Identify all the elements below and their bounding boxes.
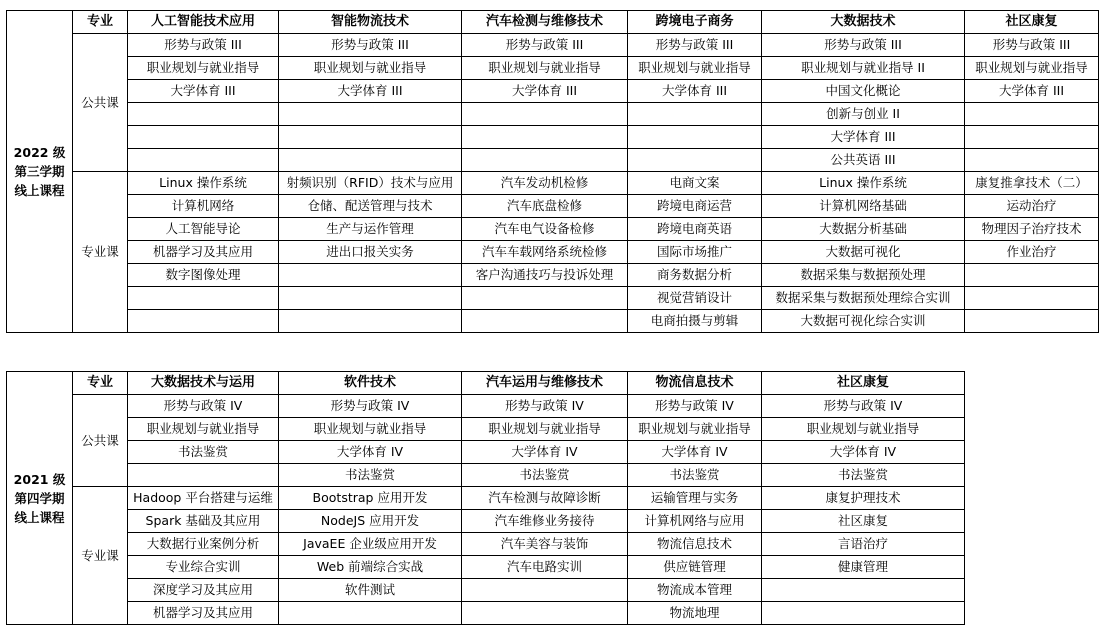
course-cell: 形势与政策 IV	[128, 395, 279, 418]
course-cell: 大学体育 IV	[279, 441, 462, 464]
course-cell	[462, 310, 628, 333]
course-cell: 生产与运作管理	[279, 218, 462, 241]
course-cell: 运输管理与实务	[628, 487, 762, 510]
table-row	[7, 57, 1099, 80]
course-cell: 职业规划与就业指导	[762, 418, 965, 441]
header-major-label: 专业	[73, 11, 128, 34]
course-cell: 供应链管理	[628, 556, 762, 579]
course-cell: 大学体育 III	[462, 80, 628, 103]
course-cell: 职业规划与就业指导	[965, 57, 1099, 80]
course-cell: 公共英语 III	[762, 149, 965, 172]
course-cell: Linux 操作系统	[128, 172, 279, 195]
course-cell: 职业规划与就业指导	[279, 57, 462, 80]
course-cell: Linux 操作系统	[762, 172, 965, 195]
table-row	[7, 441, 965, 464]
course-cell: 物理因子治疗技术	[965, 218, 1099, 241]
table-row	[7, 264, 1099, 287]
course-cell	[628, 103, 762, 126]
header-major-label: 专业	[73, 372, 128, 395]
course-cell: 大学体育 III	[128, 80, 279, 103]
major-header: 跨境电子商务	[628, 11, 762, 34]
table-row	[7, 533, 965, 556]
course-cell: 汽车发动机检修	[462, 172, 628, 195]
course-cell: 射频识别（RFID）技术与应用	[279, 172, 462, 195]
major-header: 社区康复	[965, 11, 1099, 34]
header-row	[7, 372, 965, 395]
course-cell: 物流地理	[628, 602, 762, 625]
course-cell: 中国文化概论	[762, 80, 965, 103]
table-row	[7, 241, 1099, 264]
course-cell	[965, 149, 1099, 172]
major-course-label: 专业课	[73, 487, 128, 625]
course-cell: 汽车检测与故障诊断	[462, 487, 628, 510]
grade-line: 线上课程	[14, 509, 65, 525]
course-cell: 运动治疗	[965, 195, 1099, 218]
major-header: 汽车检测与维修技术	[462, 11, 628, 34]
course-cell: 电商文案	[628, 172, 762, 195]
major-header: 物流信息技术	[628, 372, 762, 395]
course-cell: 职业规划与就业指导	[628, 418, 762, 441]
course-cell	[128, 464, 279, 487]
table-row	[7, 556, 965, 579]
course-cell: 计算机网络	[128, 195, 279, 218]
course-cell: 大数据可视化综合实训	[762, 310, 965, 333]
table-row	[7, 395, 965, 418]
course-cell	[965, 126, 1099, 149]
course-cell: 形势与政策 III	[965, 34, 1099, 57]
course-cell	[279, 149, 462, 172]
table-row	[7, 510, 965, 533]
course-cell: 大数据分析基础	[762, 218, 965, 241]
table-row	[7, 34, 1099, 57]
public-course-label: 公共课	[73, 395, 128, 487]
course-cell: 人工智能导论	[128, 218, 279, 241]
course-cell: 大学体育 III	[762, 126, 965, 149]
major-header: 智能物流技术	[279, 11, 462, 34]
major-header: 社区康复	[762, 372, 965, 395]
course-cell: 客户沟通技巧与投诉处理	[462, 264, 628, 287]
public-course-label: 公共课	[73, 34, 128, 172]
course-cell: 大学体育 IV	[462, 441, 628, 464]
table-row	[7, 487, 965, 510]
table-row	[7, 418, 965, 441]
course-cell: 书法鉴赏	[462, 464, 628, 487]
course-cell: 职业规划与就业指导	[462, 57, 628, 80]
course-cell: 职业规划与就业指导	[462, 418, 628, 441]
course-cell: 形势与政策 IV	[462, 395, 628, 418]
table-row	[7, 579, 965, 602]
grade-cell	[7, 372, 73, 625]
course-cell: 大数据可视化	[762, 241, 965, 264]
course-cell	[762, 602, 965, 625]
course-cell: 职业规划与就业指导	[628, 57, 762, 80]
course-cell: 作业治疗	[965, 241, 1099, 264]
course-cell: 书法鉴赏	[279, 464, 462, 487]
major-header: 汽车运用与维修技术	[462, 372, 628, 395]
course-cell: 职业规划与就业指导	[279, 418, 462, 441]
course-cell: 形势与政策 III	[762, 34, 965, 57]
course-cell	[462, 126, 628, 149]
course-cell: 形势与政策 III	[462, 34, 628, 57]
course-cell	[762, 579, 965, 602]
course-cell: 视觉营销设计	[628, 287, 762, 310]
course-table-2022	[6, 10, 1099, 333]
course-cell: 大数据行业案例分析	[128, 533, 279, 556]
course-table-2021	[6, 371, 965, 625]
course-cell	[462, 103, 628, 126]
course-cell	[965, 264, 1099, 287]
table-row	[7, 126, 1099, 149]
course-cell: 书法鉴赏	[128, 441, 279, 464]
course-cell: 创新与创业 II	[762, 103, 965, 126]
course-cell: 物流成本管理	[628, 579, 762, 602]
course-cell	[279, 126, 462, 149]
table-row	[7, 103, 1099, 126]
course-cell: 计算机网络基础	[762, 195, 965, 218]
course-cell: 大学体育 III	[965, 80, 1099, 103]
course-cell: 大学体育 III	[279, 80, 462, 103]
course-cell: 社区康复	[762, 510, 965, 533]
course-cell	[965, 310, 1099, 333]
course-cell	[128, 126, 279, 149]
course-cell: Web 前端综合实战	[279, 556, 462, 579]
course-cell: 汽车电气设备检修	[462, 218, 628, 241]
course-cell	[128, 103, 279, 126]
major-header: 大数据技术	[762, 11, 965, 34]
course-cell: 职业规划与就业指导	[128, 418, 279, 441]
course-cell	[279, 264, 462, 287]
course-cell: 形势与政策 III	[628, 34, 762, 57]
grade-line: 2021 级	[13, 471, 66, 487]
grade-line: 第三学期	[14, 164, 65, 179]
course-cell: 康复推拿技术（二）	[965, 172, 1099, 195]
course-cell: 机器学习及其应用	[128, 241, 279, 264]
grade-cell	[7, 11, 73, 333]
course-cell: 深度学习及其应用	[128, 579, 279, 602]
course-cell	[128, 310, 279, 333]
course-cell	[965, 287, 1099, 310]
course-cell: 仓储、配送管理与技术	[279, 195, 462, 218]
course-cell	[965, 103, 1099, 126]
course-cell: 跨境电商英语	[628, 218, 762, 241]
course-cell: Spark 基础及其应用	[128, 510, 279, 533]
grade-line: 线上课程	[14, 183, 65, 198]
course-cell: 书法鉴赏	[628, 464, 762, 487]
course-cell: 计算机网络与应用	[628, 510, 762, 533]
course-cell: 商务数据分析	[628, 264, 762, 287]
course-cell: 国际市场推广	[628, 241, 762, 264]
table-row	[7, 218, 1099, 241]
course-cell: 软件测试	[279, 579, 462, 602]
table-row	[7, 172, 1099, 195]
course-cell: 数据采集与数据预处理综合实训	[762, 287, 965, 310]
major-header: 软件技术	[279, 372, 462, 395]
course-cell	[462, 287, 628, 310]
course-cell	[462, 602, 628, 625]
table-row	[7, 149, 1099, 172]
major-course-label: 专业课	[73, 172, 128, 333]
table-row	[7, 80, 1099, 103]
course-cell	[279, 310, 462, 333]
table-row	[7, 310, 1099, 333]
course-cell: NodeJS 应用开发	[279, 510, 462, 533]
course-cell	[628, 126, 762, 149]
course-cell: 大学体育 IV	[762, 441, 965, 464]
table-row	[7, 602, 965, 625]
course-cell: 康复护理技术	[762, 487, 965, 510]
header-row	[7, 11, 1099, 34]
course-cell: 汽车电路实训	[462, 556, 628, 579]
grade-line: 2022 级	[13, 145, 66, 160]
course-cell: 电商拍摄与剪辑	[628, 310, 762, 333]
major-header: 人工智能技术应用	[128, 11, 279, 34]
course-cell: 机器学习及其应用	[128, 602, 279, 625]
course-cell: 形势与政策 IV	[628, 395, 762, 418]
course-cell: 健康管理	[762, 556, 965, 579]
course-cell: 形势与政策 III	[128, 34, 279, 57]
course-cell: 形势与政策 IV	[762, 395, 965, 418]
course-cell: 数字图像处理	[128, 264, 279, 287]
table-row	[7, 287, 1099, 310]
course-cell	[279, 287, 462, 310]
course-cell	[279, 602, 462, 625]
course-cell	[128, 149, 279, 172]
course-cell: 汽车底盘检修	[462, 195, 628, 218]
course-cell: Bootstrap 应用开发	[279, 487, 462, 510]
course-cell: 汽车美容与装饰	[462, 533, 628, 556]
course-cell: Hadoop 平台搭建与运维	[128, 487, 279, 510]
major-header: 大数据技术与运用	[128, 372, 279, 395]
course-cell	[462, 149, 628, 172]
course-cell: 汽车维修业务接待	[462, 510, 628, 533]
course-cell: 书法鉴赏	[762, 464, 965, 487]
course-cell	[628, 149, 762, 172]
course-cell	[128, 287, 279, 310]
course-cell: 汽车车载网络系统检修	[462, 241, 628, 264]
course-cell: 物流信息技术	[628, 533, 762, 556]
course-cell: 言语治疗	[762, 533, 965, 556]
course-cell: 进出口报关实务	[279, 241, 462, 264]
course-cell	[462, 579, 628, 602]
course-cell: 职业规划与就业指导	[128, 57, 279, 80]
table-row	[7, 464, 965, 487]
course-cell: 大学体育 III	[628, 80, 762, 103]
course-cell: 大学体育 IV	[628, 441, 762, 464]
course-cell: 专业综合实训	[128, 556, 279, 579]
grade-line: 第四学期	[14, 490, 65, 506]
course-cell: 跨境电商运营	[628, 195, 762, 218]
course-cell	[279, 103, 462, 126]
course-cell: JavaEE 企业级应用开发	[279, 533, 462, 556]
course-cell: 数据采集与数据预处理	[762, 264, 965, 287]
table-row	[7, 195, 1099, 218]
course-cell: 形势与政策 IV	[279, 395, 462, 418]
course-cell: 形势与政策 III	[279, 34, 462, 57]
course-cell: 职业规划与就业指导 II	[762, 57, 965, 80]
